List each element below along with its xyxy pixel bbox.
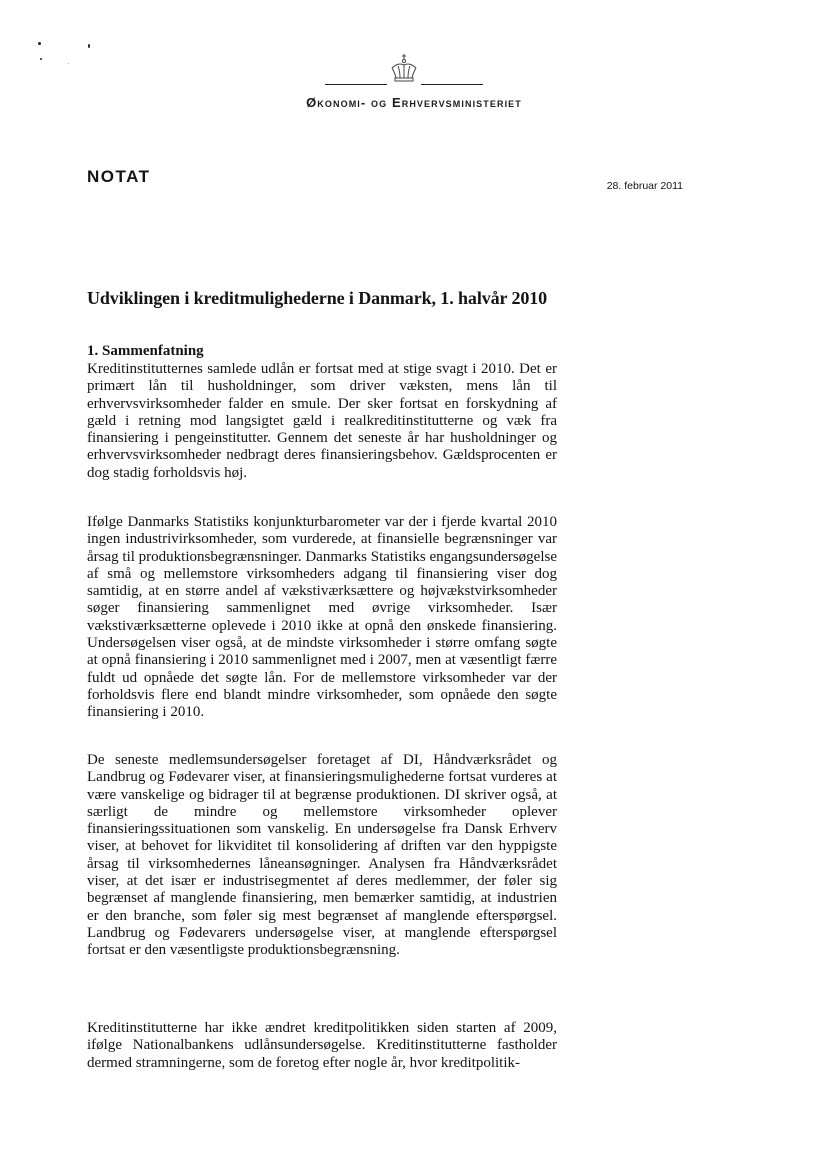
paragraph-4: Kreditinstitutterne har ikke ændret kreditpolitikken siden starten af 2009, ifølge Nationalbankens udlånsundersøgelse. Kreditinstitutterne fastholder dermed stramningerne, som de foretog efter nogle år, hvor kreditpolitik-	[87, 1020, 557, 1071]
ministry-name: Økonomi- og Erhvervsministeriet	[306, 95, 522, 110]
document-date: 28. februar 2011	[606, 180, 683, 192]
document-title: Udviklingen i kreditmulighederne i Danmark, 1. halvår 2010	[87, 288, 548, 308]
crown-icon	[387, 52, 421, 84]
header-rule-right	[421, 84, 483, 85]
paragraph-3: De seneste medlemsundersøgelser foretaget af DI, Håndværksrådet og Landbrug og Fødevarer viser, at finansieringsmulighederne fortsat vurderes at være vanskelige og bidrager til at begrænse produktionen. DI skriver også, at særligt de mindre og mellemstore virksomheder oplever finansieringssituationen som vanskelig. En undersøgelse fra Dansk Erhverv viser, at behovet for likviditet til konsolidering af driften var den hyppigste årsag til virksomhedernes låneansøgninger. Analysen fra Håndværksrådet viser, at det især er industrisegmentet af deres medlemmer, der føler sig begrænset af manglende finansiering, men bemærker samtidig, at industrien er den branche, som føler sig mest begrænset af manglende efterspørgsel. Landbrug og Fødevarers undersøgelse viser, at manglende efterspørgsel fortsat er den væsentligste produktionsbegrænsning.	[87, 752, 557, 959]
section-heading: 1. Sammenfatning	[87, 343, 204, 359]
scan-specks	[32, 36, 102, 76]
document-type: NOTAT	[87, 167, 151, 186]
paragraph-2: Ifølge Danmarks Statistiks konjunkturbarometer var der i fjerde kvartal 2010 ingen industrivirksomheder, som vurderede, at finansielle begrænsninger var årsag til produktionsbegrænsninger. Danmarks Statistiks engangsundersøgelse af små og mellemstore virksomheders adgang til finansiering viser dog samtidig, at en større andel af vækstiværksættere og højvækstvirksomheder søger finansiering sammenlignet med øvrige virksomheder. Især vækstiværksætterne oplevede i 2010 ikke at opnå den ønskede finansiering. Undersøgelsen viser også, at de mindste virksomheder i større omfang søgte at opnå finansiering i 2010 sammenlignet med i 2007, men at væsentligt færre fuldt ud opnåede det søgte lån. For de mellemstore virksomheder var der forholdsvis flere end blandt mindre virksomheder, som opnåede den søgte finansiering i 2010.	[87, 514, 557, 721]
header-rule-left	[325, 84, 387, 85]
paragraph-1: Kreditinstitutternes samlede udlån er fortsat med at stige svagt i 2010. Det er primært lån til husholdninger, som driver væksten, mens lån til erhvervsvirksomheder falder en smule. Der sker fortsat en forskydning af gæld i retning mod langsigtet gæld i realkreditinstitutterne og væk fra finansiering i pengeinstitutter. Gennem det seneste år har husholdninger og erhvervsvirksomheder nedbragt deres finansieringsbehov. Gældsprocenten er dog stadig forholdsvis høj.	[87, 361, 557, 481]
